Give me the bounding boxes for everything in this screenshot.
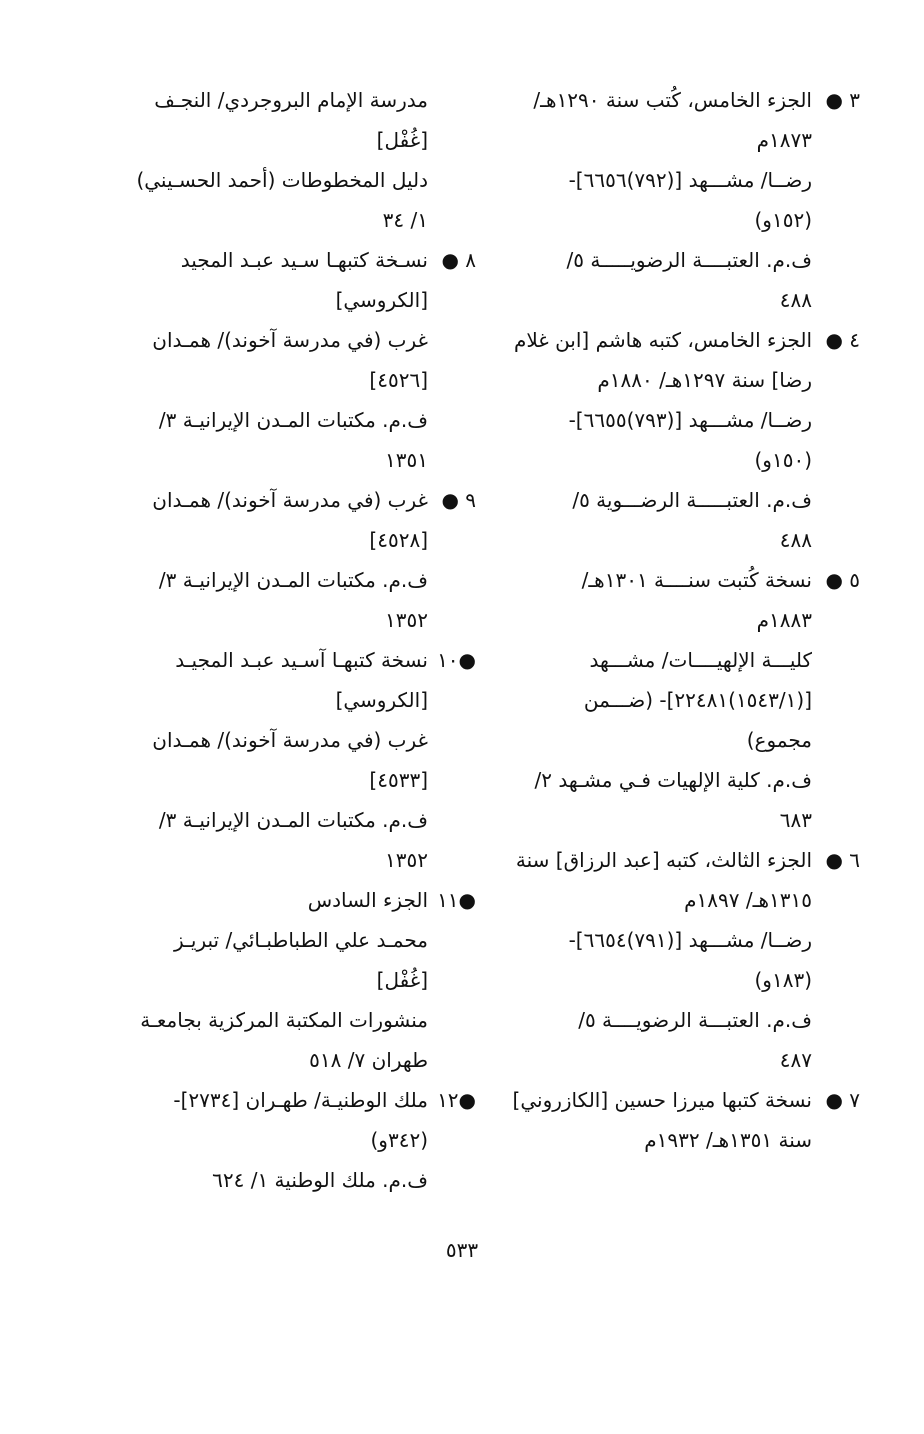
entry-line: محمـد علي الطباطبـائي/ تبريـز — [173, 928, 428, 952]
entry-line: ف.م. مكتبات المـدن الإيرانيـة ٣/ — [158, 408, 428, 432]
entry-line: ٦٨٣ — [779, 808, 812, 832]
entry-line: [٤٥٢٦] — [369, 368, 428, 392]
entry-line: (١٥٠و) — [754, 448, 812, 472]
entry-line: [غُفْل] — [376, 968, 428, 992]
entry-number: ●١٢ — [437, 1088, 476, 1112]
entry-line: [غُفْل] — [376, 128, 428, 152]
catalog-entry — [78, 640, 476, 880]
entry-line: رضــا/ مشـــهد [(٧٩٣)٦٦٥٥]- — [568, 408, 812, 432]
entry-line: منشورات المكتبة المركزية بجامعـة — [140, 1008, 428, 1032]
entry-line: غرب (في مدرسة آخوند)/ همـدان — [152, 328, 428, 352]
page-number: ٥٣٣ — [445, 1238, 479, 1262]
entry-line: الجزء الثالث، كتبه [عبد الرزاق] سنة — [515, 848, 812, 872]
catalog-entry — [462, 560, 860, 840]
entry-line: نسـخة كتبهـا سـيد عبـد المجيد — [180, 248, 428, 272]
entry-line: دليل المخطوطات (أحمد الحسـيني) — [136, 168, 428, 192]
entry-number: ٣ ● — [825, 88, 860, 112]
entry-line: ف.م. العتبـــــة الرضـــوية ٥/ — [572, 488, 812, 512]
catalog-entry — [462, 80, 860, 320]
entry-line: (٣٤٢و) — [370, 1128, 428, 1152]
entry-number: ٩ ● — [441, 488, 476, 512]
left-column — [78, 80, 476, 1200]
entry-line: رضــا/ مشـــهد [(٧٩٢)٦٦٥٦]- — [568, 168, 812, 192]
entry-line: غرب (في مدرسة آخوند)/ همـدان — [152, 728, 428, 752]
entry-line: رضا] سنة ١٢٩٧هـ/ ١٨٨٠م — [597, 368, 812, 392]
entry-line: نسخة كتبهـا آسـيد عبـد المجيـد — [175, 648, 428, 672]
entry-line: [(١٥٤٣/١)٢٢٤٨١]- (ضـــمن — [583, 688, 812, 712]
entry-number: ●١٠ — [437, 648, 476, 672]
entry-line: الجزء الخامس، كُتب سنة ١٢٩٠هـ/ — [533, 88, 812, 112]
entry-line: ف.م. مكتبات المـدن الإيرانيـة ٣/ — [158, 808, 428, 832]
entry-line: ملك الوطنيـة/ طهـران [٢٧٣٤]- — [173, 1088, 428, 1112]
entry-line: ١٣٥١ — [385, 448, 428, 472]
entry-line: رضــا/ مشـــهد [(٧٩١)٦٦٥٤]- — [568, 928, 812, 952]
entry-line: نسخة كُتبت سنــــة ١٣٠١هـ/ — [581, 568, 812, 592]
entry-line: غرب (في مدرسة آخوند)/ همـدان — [152, 488, 428, 512]
entry-line: [الكروسي] — [335, 688, 428, 712]
entry-line: مدرسة الإمام البروجردي/ النجـف — [154, 88, 428, 112]
right-column — [462, 80, 860, 1160]
entry-line: ١٣١٥هـ/ ١٨٩٧م — [684, 888, 812, 912]
entry-line: ف.م. ملك الوطنية ١/ ٦٢٤ — [212, 1168, 428, 1192]
catalog-entry — [462, 840, 860, 1080]
entry-line: [الكروسي] — [335, 288, 428, 312]
catalog-entry — [78, 1080, 476, 1200]
entry-line: طهران ٧/ ٥١٨ — [309, 1048, 428, 1072]
entry-line: مجموع) — [746, 728, 812, 752]
entry-number: ٤ ● — [825, 328, 860, 352]
entry-number: ●١١ — [437, 888, 476, 912]
entry-line: ف.م. كلية الإلهيات فـي مشـهد ٢/ — [534, 768, 812, 792]
entry-line: [٤٥٢٨] — [369, 528, 428, 552]
catalog-entry — [78, 480, 476, 640]
entry-line: ١/ ٣٤ — [382, 208, 428, 232]
entry-line: [٤٥٣٣] — [369, 768, 428, 792]
entry-line: ١٣٥٢ — [385, 848, 428, 872]
entry-line: ١٣٥٢ — [385, 608, 428, 632]
entry-line: ١٨٨٣م — [756, 608, 812, 632]
catalog-entry — [78, 80, 428, 240]
entry-number: ٧ ● — [825, 1088, 860, 1112]
entry-line: ٤٨٨ — [779, 288, 812, 312]
entry-line: ١٨٧٣م — [756, 128, 812, 152]
entry-number: ٥ ● — [825, 568, 860, 592]
entry-line: ف.م. العتبــــة الرضويـــــة ٥/ — [566, 248, 812, 272]
entry-line: (١٥٢و) — [754, 208, 812, 232]
entry-line: سنة ١٣٥١هـ/ ١٩٣٢م — [644, 1128, 812, 1152]
entry-line: ٤٨٨ — [779, 528, 812, 552]
entry-line: الجزء الخامس، كتبه هاشم [ابن غلام — [513, 328, 812, 352]
entry-line: الجزء السادس — [307, 888, 428, 912]
entry-line: (١٨٣و) — [754, 968, 812, 992]
entry-line: ف.م. مكتبات المـدن الإيرانيـة ٣/ — [158, 568, 428, 592]
catalog-entry — [462, 320, 860, 560]
catalog-entry — [78, 880, 476, 1080]
entry-line: كليـــة الإلهيــــات/ مشـــهد — [589, 648, 812, 672]
entry-line: ٤٨٧ — [779, 1048, 812, 1072]
entry-number: ٦ ● — [825, 848, 860, 872]
catalog-entry — [78, 240, 476, 480]
catalog-entry — [462, 1080, 860, 1160]
entry-line: ف.م. العتبـــة الرضويــــة ٥/ — [578, 1008, 812, 1032]
entry-number: ٨ ● — [441, 248, 476, 272]
entry-line: نسخة كتبها ميرزا حسين [الكازروني] — [512, 1088, 812, 1112]
